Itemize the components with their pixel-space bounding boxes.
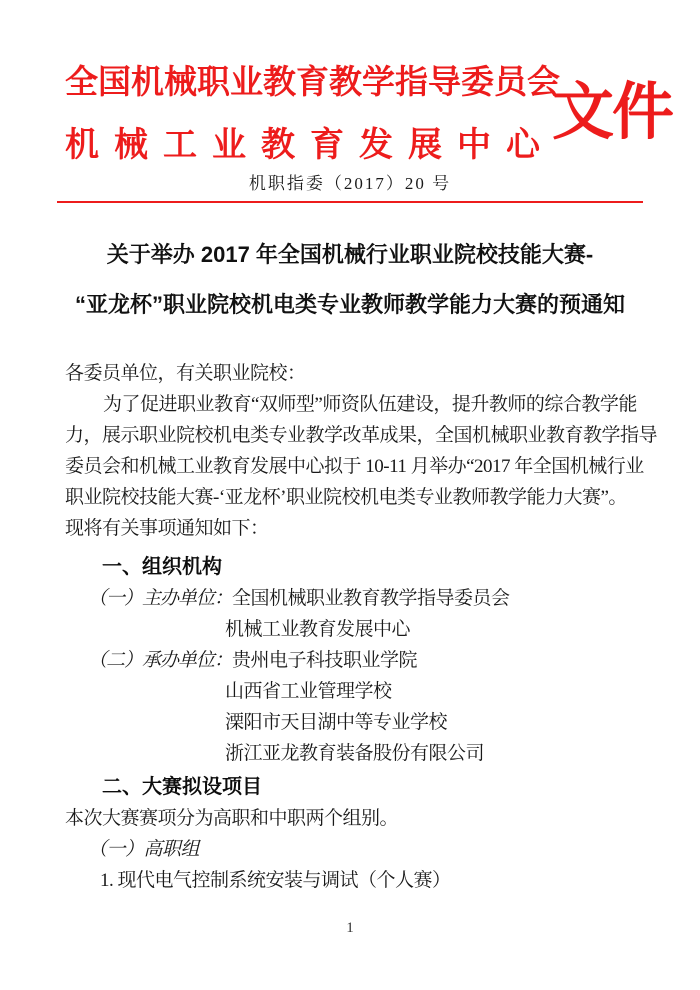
org-row-organizer	[65, 645, 637, 676]
paragraph-line: 职业院校技能大赛-‘亚龙杯’职业院校机电类专业教师教学能力大赛”。	[65, 487, 627, 508]
letterhead-org-line2: 机械工业教育发展中心	[65, 127, 555, 164]
group-label-gaozhi: （一）高职组	[88, 839, 200, 860]
org-row-host	[65, 583, 637, 614]
org-value: 浙江亚龙教育装备股份有限公司	[225, 743, 485, 764]
document-title-line2: “亚龙杯”职业院校机电类专业教师教学能力大赛的预通知	[74, 292, 625, 317]
org-value: 全国机械职业教育教学指导委员会	[232, 588, 510, 609]
org-value: 机械工业教育发展中心	[225, 619, 411, 640]
section2-intro: 本次大赛赛项分为高职和中职两个组别。	[65, 808, 399, 829]
paragraph-line: 现将有关事项通知如下：	[65, 518, 269, 539]
letterhead-doc-type: 文件	[552, 79, 673, 147]
page-number: 1	[346, 920, 354, 936]
org-label-organizer: （二）承办单位：	[88, 650, 233, 671]
letterhead-org-line1: 全国机械职业教育教学指导委员会	[65, 65, 560, 101]
section1-heading: 一、组织机构	[102, 556, 222, 578]
salutation-line: 各委员单位，有关职业院校：	[65, 363, 306, 384]
doc-number: 机职指委（2017）20 号	[248, 174, 452, 193]
paragraph-line: 为了促进职业教育“双师型”师资队伍建设，提升教师的综合教学能	[103, 394, 637, 415]
section2-heading: 二、大赛拟设项目	[102, 776, 262, 798]
org-value: 贵州电子科技职业学院	[232, 650, 418, 671]
paragraph-line: 委员会和机械工业教育发展中心拟于 10-11 月举办“2017 年全国机械行业	[65, 456, 644, 477]
org-value: 溧阳市天目湖中等专业学校	[225, 712, 448, 733]
org-label-host: （一）主办单位：	[88, 588, 233, 609]
document-body	[65, 358, 658, 896]
paragraph-line: 力，展示职业院校机电类专业教学改革成果，全国机械职业教育教学指导	[65, 425, 658, 446]
red-divider-rule	[57, 201, 643, 203]
org-value: 山西省工业管理学校	[225, 681, 392, 702]
contest-item-1: 1. 现代电气控制系统安装与调试（个人赛）	[100, 870, 451, 891]
document-title-line1: 关于举办 2017 年全国机械行业职业院校技能大赛-	[106, 242, 594, 267]
